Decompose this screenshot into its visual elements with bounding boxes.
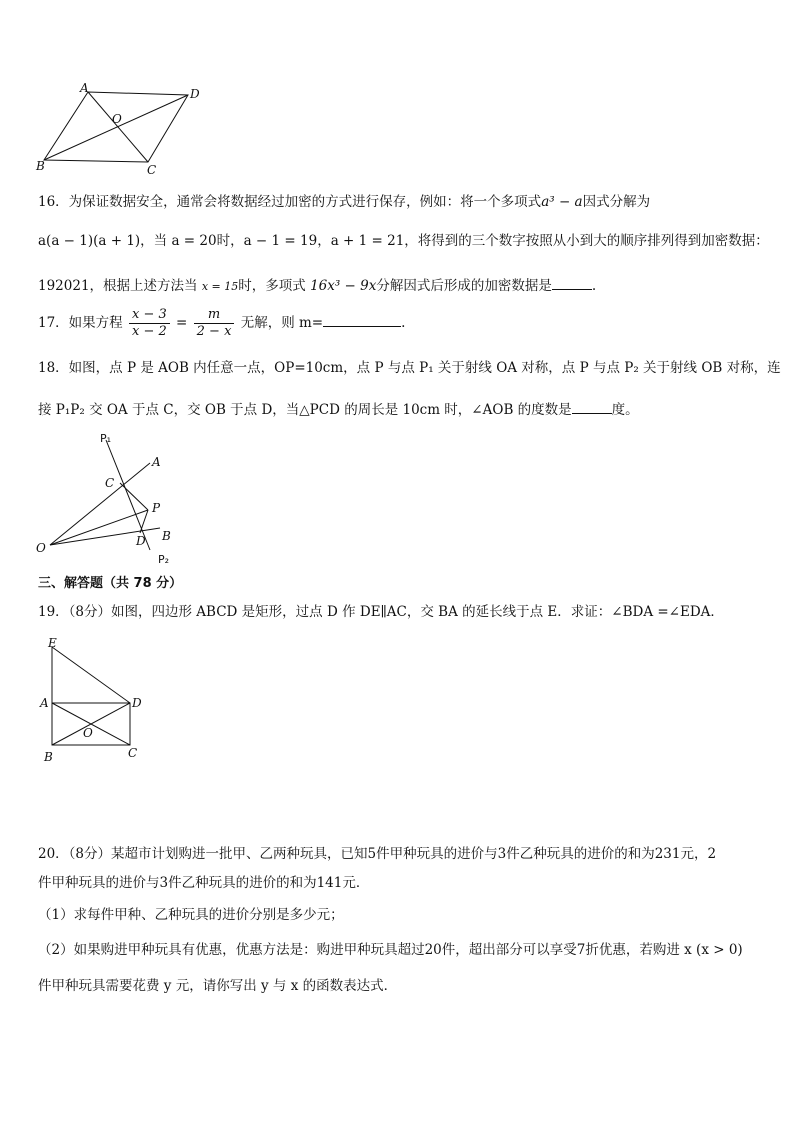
section-heading: 三、解答题（共 78 分） <box>38 576 183 591</box>
label-a-ray: A <box>152 455 161 469</box>
label-b-rect: B <box>44 750 53 764</box>
label-a: A <box>80 81 89 95</box>
q16-text-1-end: 因式分解为 <box>582 194 651 210</box>
q18-answer-blank[interactable] <box>572 399 612 414</box>
label-c: C <box>147 163 157 177</box>
frac2-numerator: m <box>194 307 235 324</box>
label-o-origin: O <box>36 541 46 555</box>
q20-line2: 件甲种玩具的进价与3件乙种玩具的进价的和为141元． <box>38 875 370 891</box>
q16-period: . <box>591 278 597 294</box>
q16-text-3b: 时，多项式 <box>238 278 306 294</box>
label-p2: P₂ <box>158 553 170 566</box>
q16-text-1: 16．为保证数据安全，通常会将数据经过加密的方式进行保存，例如：将一个多项式 <box>38 194 542 210</box>
label-o-rect: O <box>83 726 93 740</box>
q17-answer-blank[interactable] <box>323 312 401 327</box>
q20-part1: （1）求每件甲种、乙种玩具的进价分别是多少元； <box>38 907 344 923</box>
label-c-rect: C <box>128 746 138 760</box>
q17-text-start: 17．如果方程 <box>38 315 123 331</box>
label-d-point: D <box>136 534 146 548</box>
label-e: E <box>48 636 57 650</box>
q16-line3 <box>38 275 596 296</box>
frac1-denominator: x − 2 <box>131 324 167 339</box>
q16-poly2: 16x³ − 9x <box>310 278 377 294</box>
q16-text-2: a(a − 1)(a + 1)，当 a = 20时，a − 1 = 19，a + 1 = 21，将得到的三个数字按照从小到大的顺序排列得到加密数据： <box>38 233 769 249</box>
label-a-rect: A <box>40 696 49 710</box>
q17-equals: = <box>176 315 188 331</box>
label-p: P <box>152 501 161 515</box>
q16-line1 <box>38 193 650 211</box>
q20-line1: 20．（8分）某超市计划购进一批甲、乙两种玩具，已知5件甲种玩具的进价与3件乙种玩具的进价的和为231元，2 <box>38 846 717 862</box>
q18-text-1: 18．如图，点 P 是 AOB 内任意一点，OP=10cm，点 P 与点 P₁ 关于射线 OA 对称，点 P 与点 P₂ 关于射线 OB 对称，连 <box>38 360 781 376</box>
label-p1: P₁ <box>100 432 112 445</box>
q16-text-3a: 192021，根据上述方法当 <box>38 278 198 294</box>
q16-poly1: a³ − a <box>541 194 583 210</box>
q20-part2-line2: 件甲种玩具需要花费 y 元，请你写出 y 与 x 的函数表达式． <box>38 978 398 994</box>
label-b: B <box>36 159 45 173</box>
q17-period: . <box>401 315 406 331</box>
q17-text-end: 无解，则 m= <box>240 315 324 331</box>
q18-text-2-end: 度。 <box>611 402 639 418</box>
q19-line: 19．（8分）如图，四边形 ABCD 是矩形，过点 D 作 DE∥AC，交 BA 的延长线于点 E．求证：∠BDA =∠EDA． <box>38 604 724 620</box>
q16-line2 <box>38 232 769 250</box>
q18-line2 <box>38 399 639 419</box>
label-d-rect: D <box>132 696 142 710</box>
q17-fraction-left <box>129 307 170 340</box>
q20-part2-line1: （2）如果购进甲种玩具有优惠，优惠方法是：购进甲种玩具超过20件，超出部分可以享受7折优惠，若购进 x (x > 0) <box>38 942 743 958</box>
reflection-figure <box>30 430 190 570</box>
q16-answer-blank[interactable] <box>552 275 592 290</box>
parallelogram-figure <box>30 80 220 180</box>
q16-text-3c: 分解因式后形成的加密数据是 <box>376 278 552 294</box>
frac2-denominator: 2 − x <box>196 324 232 339</box>
label-o: O <box>112 112 122 126</box>
frac1-numerator: x − 3 <box>129 307 170 324</box>
q17-fraction-right <box>194 307 235 340</box>
rectangle-figure <box>30 635 170 775</box>
q18-text-2: 接 P₁P₂ 交 OA 于点 C，交 OB 于点 D，当△PCD 的周长是 10cm 时，∠AOB 的度数是 <box>38 402 572 418</box>
label-b-ray: B <box>162 529 171 543</box>
q16-x15: x = 15 <box>201 280 239 293</box>
q17-line <box>38 306 405 340</box>
q18-line1 <box>38 359 781 377</box>
label-c-point: C <box>105 476 115 490</box>
label-d: D <box>190 87 200 101</box>
